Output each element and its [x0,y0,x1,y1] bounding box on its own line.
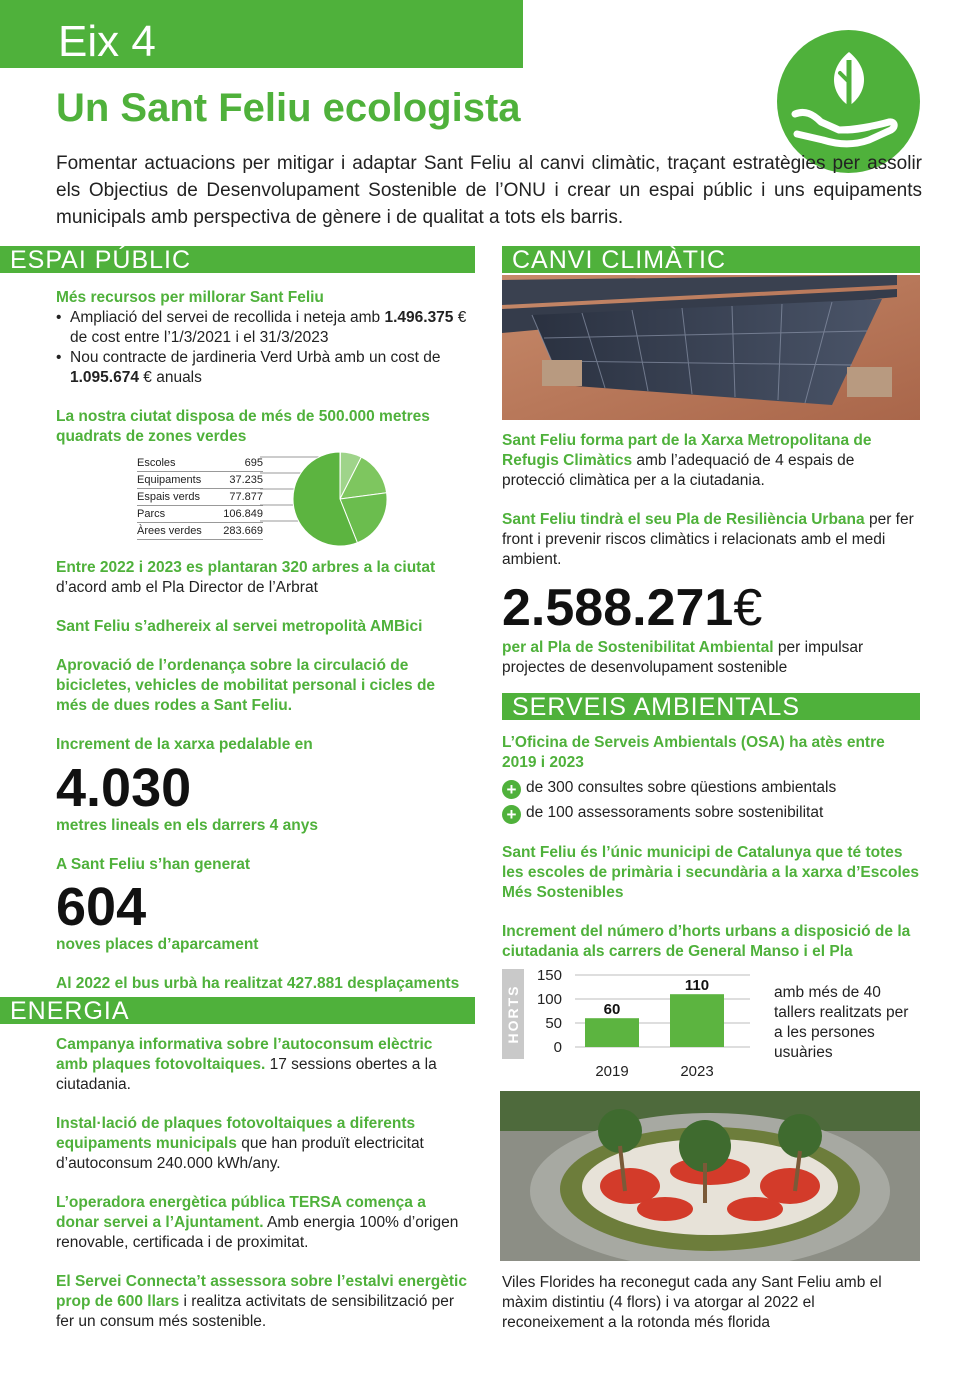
photo-caption: Viles Florides ha reconegut cada any Sant Feliu amb el màxim distintiu (4 flors) i va atorgar al 2022 el reconeixement a la rotonda més florida [502,1274,882,1331]
ordenanca-text: Aprovació de l’ordenança sobre la circulació de bicicletes, vehicles de mobilitat personal i cicles de més de dues rodes a Sant Feliu. [56,657,436,714]
energia-p4: El Servei Connecta’t assessora sobre l’estalvi energètic prop de 600 llars i realitza activitats de sensibilització per fer un consum més sostenible. [56,1273,467,1330]
pie-legend-table [137,455,263,540]
aparc-pre: A Sant Feliu s’han generat [56,856,251,873]
y-tick-label: 150 [536,967,562,984]
pie-value-label: 77.877 [229,491,263,503]
energia-p3: L’operadora energètica pública TERSA comença a donar servei a l’Ajuntament. Amb energia 100% d’origen renovable, certificada i de proximitat. [56,1194,459,1251]
energia-p2: Instal·lació de plaques fotovoltaiques a diferents equipaments municipals que han produït electricitat d’autoconsum 240.000 kWh/any. [56,1115,424,1172]
plus-item: + de 100 assessoraments sobre sostenibilitat [502,803,920,824]
bar-value-label: 110 [684,977,710,995]
bar-2019 [585,1018,639,1047]
horts-bar-chart [500,965,760,1080]
solar-panels-photo [502,275,920,420]
pie-cat-label: Parcs [137,508,166,520]
canvi-p2: Sant Feliu tindrà el seu Pla de Resiliència Urbana per fer front i prevenir riscos climàtics i relacionats amb el medi ambient. [502,511,914,568]
pie-row [137,455,263,472]
eix-label: Eix 4 [58,17,156,66]
serveis-column [502,733,920,962]
section-serveis-ambientals: SERVEIS AMBIENTALS [502,693,920,720]
bar-2023 [670,994,724,1047]
horts-text: Increment del número d’horts urbans a disposició de la ciutadania als carrers de General Manso i el Pla [502,923,911,960]
y-tick-label: 0 [553,1039,562,1056]
pie-row [137,472,263,489]
list-item: • Nou contracte de jardineria Verd Urbà amb un cost de 1.095.674 € anuals [56,348,468,388]
pie-cat-label: Àrees verdes [137,525,202,537]
aparc-number: 604 [56,877,147,937]
pie-value-label: 106.849 [223,508,263,520]
xarxa-number: 4.030 [56,758,192,818]
bar-value-label: 60 [603,1001,621,1019]
plus-item: + de 300 consultes sobre qüestions ambientals [502,778,920,799]
pla-amount: 2.588.271€ [502,579,763,637]
arbres-text: Entre 2022 i 2023 es plantaran 320 arbres a la ciutat d’acord amb el Pla Director de l’Arbrat [56,559,436,596]
aparc-post: noves places d’aparcament [56,936,259,953]
canvi-p1: Sant Feliu forma part de la Xarxa Metropolitana de Refugis Climàtics amb l’adequació de 4 espais de protecció climàtica per a la ciutadania. [502,432,872,489]
pie-cat-label: Equipaments [137,474,202,486]
espai-column [56,288,468,388]
pie-value-label: 695 [244,457,263,469]
section-canvi-climatic: CANVI CLIMÀTIC [502,246,920,273]
plus-icon: + [502,780,521,799]
intro-text: Fomentar actuacions per mitigar i adaptar Sant Feliu al canvi climàtic, traçant estratègies per assolir els Objectius de Desenvolupament Sostenible de l’ONU i crear un espai públic i uns equipaments municipals amb perspectiva de gènere i de qualitat a tots els barris. [56,153,922,228]
y-tick-label: 50 [545,1015,562,1032]
pie-value-label: 37.235 [229,474,263,486]
y-axis-label: HORTS [505,984,521,1044]
pie-value-label: 283.669 [223,525,263,537]
ambici-text: Sant Feliu s’adhereix al servei metropolità AMBici [56,618,423,635]
x-tick-label: 2019 [595,1063,629,1080]
energia-p1: Campanya informativa sobre l’autoconsum elèctric amb plaques fotovoltaiques. 17 sessions obertes a la ciutadania. [56,1036,437,1093]
energia-column [56,1035,468,1332]
recursos-title: Més recursos per millorar Sant Feliu [56,289,324,306]
verdes-text: La nostra ciutat disposa de més de 500.000 metres quadrats de zones verdes [56,408,430,445]
bus-text: Al 2022 el bus urbà ha realitzat 427.881 desplaçaments [56,975,460,992]
section-energia: ENERGIA [0,997,475,1024]
xarxa-post: metres lineals en els darrers 4 anys [56,817,318,834]
osa-text: L’Oficina de Serveis Ambientals (OSA) ha atès entre 2019 i 2023 [502,734,885,771]
pie-chart [260,448,395,552]
recursos-list [56,308,468,388]
escoles-text: Sant Feliu és l’únic municipi de Catalunya que té totes les escoles de primària i secundària a la xarxa d’Escoles Més Sostenibles [502,844,920,901]
pie-row [137,523,263,540]
pie-row [137,506,263,523]
tallers-text: amb més de 40 tallers realitzats per a les persones usuàries [774,984,909,1061]
pie-row [137,489,263,506]
xarxa-pre: Increment de la xarxa pedalable en [56,736,313,753]
canvi-column [502,431,920,678]
roundabout-photo [500,1091,920,1261]
y-tick-label: 100 [536,991,562,1008]
section-espai-public: ESPAI PÚBLIC [0,246,475,273]
pla-text: per al Pla de Sostenibilitat Ambiental per impulsar projectes de desenvolupament sostenible [502,639,864,676]
pie-cat-label: Escoles [137,457,176,469]
espai-column-2 [56,558,468,994]
x-tick-label: 2023 [680,1063,714,1080]
pie-cat-label: Espais verds [137,491,200,503]
plus-icon: + [502,805,521,824]
list-item: • Ampliació del servei de recollida i neteja amb 1.496.375 € de cost entre l’1/3/2021 i el 31/3/2023 [56,308,468,348]
page-title: Un Sant Feliu ecologista [56,86,521,130]
